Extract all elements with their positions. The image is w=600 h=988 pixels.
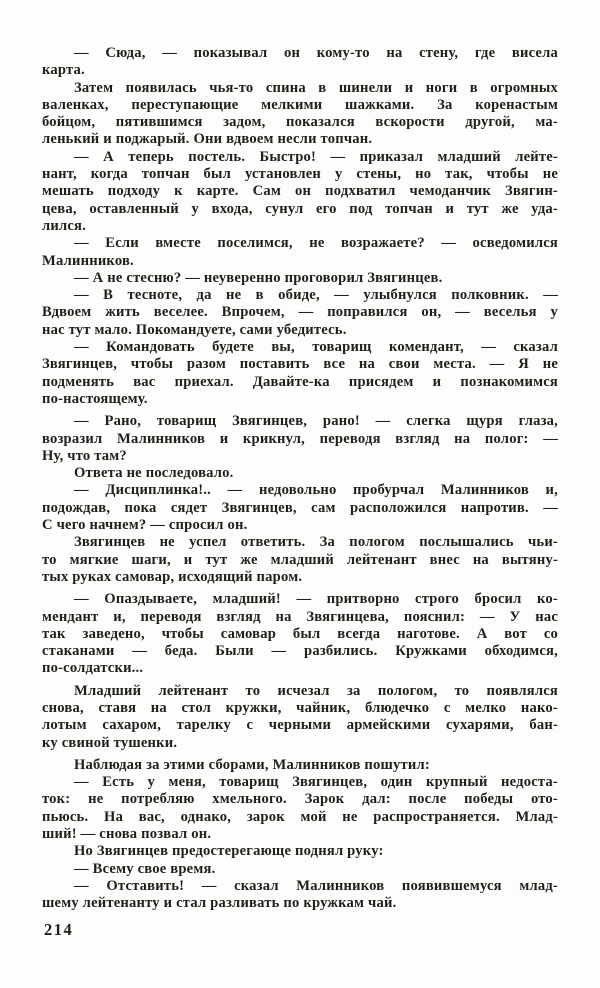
text-line: — Сюда, — показывал он кому-то на стену, где висела	[74, 45, 558, 61]
text-line: — Отставить! — сказал Малинников появившемуся млад-	[74, 877, 558, 894]
text-line: — Если вместе поселимся, не возражаете? — осведомился	[74, 235, 558, 252]
text-line: так заведено, чтобы самовар был всегда наготове. А вот со	[42, 625, 558, 642]
text-line: — Есть у меня, товарищ Звягинцев, один крупный недоста-	[74, 774, 558, 791]
page-text	[42, 45, 558, 913]
text-line: Звягинцев не успел ответить. За пологом послышались чьи-	[74, 534, 558, 551]
text-line: шему лейтенанту и стал разливать по кружкам чай.	[42, 895, 397, 912]
text-line: — Всему свое время.	[74, 860, 216, 877]
text-line: нант, когда топчан был установлен у стены, но так, чтобы не	[42, 166, 558, 183]
text-line: лотым сахаром, тарелку с черными армейскими сухарями, бан-	[42, 717, 558, 734]
text-line: подождав, пока сядет Звягинцев, сам расположился напротив. —	[42, 499, 558, 516]
text-line: карта.	[42, 62, 85, 79]
text-line: Но Звягинцев предостерегающе поднял руку:	[74, 843, 384, 860]
text-line: ленький и поджарый. Они вдвоем несли топчан.	[42, 131, 373, 148]
text-line: Ну, что там?	[42, 447, 127, 464]
text-line: пьюсь. На вас, однако, зарок мой не распространяется. Млад-	[42, 808, 558, 825]
text-line: Малинников.	[42, 252, 134, 269]
text-line: то мягкие шаги, и тут же младший лейтенант внес на вытяну-	[42, 551, 558, 568]
text-line: Вдвоем жить веселее. Впрочем, — поправился он, — веселья у	[42, 304, 558, 321]
text-line: ший! — снова позвал он.	[42, 826, 212, 843]
text-line: по-солдатски...	[42, 660, 144, 677]
text-line: валенках, переступающие мелкими шажками. За коренастым	[42, 96, 558, 113]
text-line: — Рано, товарищ Звягинцев, рано! — слегка щуря глаза,	[74, 413, 558, 430]
text-line: — В тесноте, да не в обиде, — улыбнулся полковник. —	[74, 287, 558, 304]
text-line: Ответа не последовало.	[74, 465, 234, 482]
text-line: ку свиной тушенки.	[42, 734, 178, 751]
text-line: — Дисциплинка!.. — недовольно пробурчал Малинников и,	[74, 482, 558, 499]
text-line: снова, ставя на стол кружки, чайник, блюдечко с мелко нако-	[42, 699, 558, 716]
text-line: Звягинцев, чтобы разом поставить все на свои места. — Я не	[42, 356, 558, 373]
text-line: ток: не потребляю хмельного. Зарок дал: после победы ото-	[42, 791, 558, 808]
text-line: — Командовать будете вы, товарищ комендант, — сказал	[74, 339, 558, 356]
page-number: 214	[44, 920, 74, 939]
text-line: Младший лейтенант то исчезал за пологом, то появлялся	[74, 682, 558, 699]
text-line: Наблюдая за этими сборами, Малинников пошутил:	[74, 756, 430, 773]
text-line: подменять вас приехал. Давайте-ка присядем и познакомимся	[42, 373, 558, 390]
text-line: цева, оставленный у входа, сунул его под топчан и тут же уда-	[42, 200, 558, 217]
text-line: С чего начнем? — спросил он.	[42, 517, 248, 534]
text-line: Затем появилась чья-то спина в шинели и ноги в огромных	[74, 79, 558, 96]
text-line: по-настоящему.	[42, 390, 148, 407]
text-line: — А теперь постель. Быстро! — приказал младший лейте-	[74, 148, 558, 165]
text-line: нас тут мало. Покомандуете, сами убедитесь.	[42, 321, 347, 338]
text-line: — А не стесню? — неуверенно проговорил Звягинцев.	[74, 269, 443, 286]
text-line: бойцом, пятившимся задом, показался вскорости другой, ма-	[42, 114, 558, 131]
text-line: мешать подходу к карте. Сам он подхватил чемоданчик Звягин-	[42, 183, 558, 200]
text-line: возразил Малинников и крикнул, переводя взгляд на полог: —	[42, 430, 558, 447]
text-line: мендант и, переводя взгляд на Звягинцева, пояснил: — У нас	[42, 608, 558, 625]
text-line: тых руках самовар, исходящий паром.	[42, 568, 303, 585]
text-line: стаканами — беда. Были — разбились. Кружками обходимся,	[42, 643, 558, 660]
text-line: лился.	[42, 217, 87, 234]
text-line: — Опаздываете, младший! — притворно строго бросил ко-	[74, 591, 558, 608]
